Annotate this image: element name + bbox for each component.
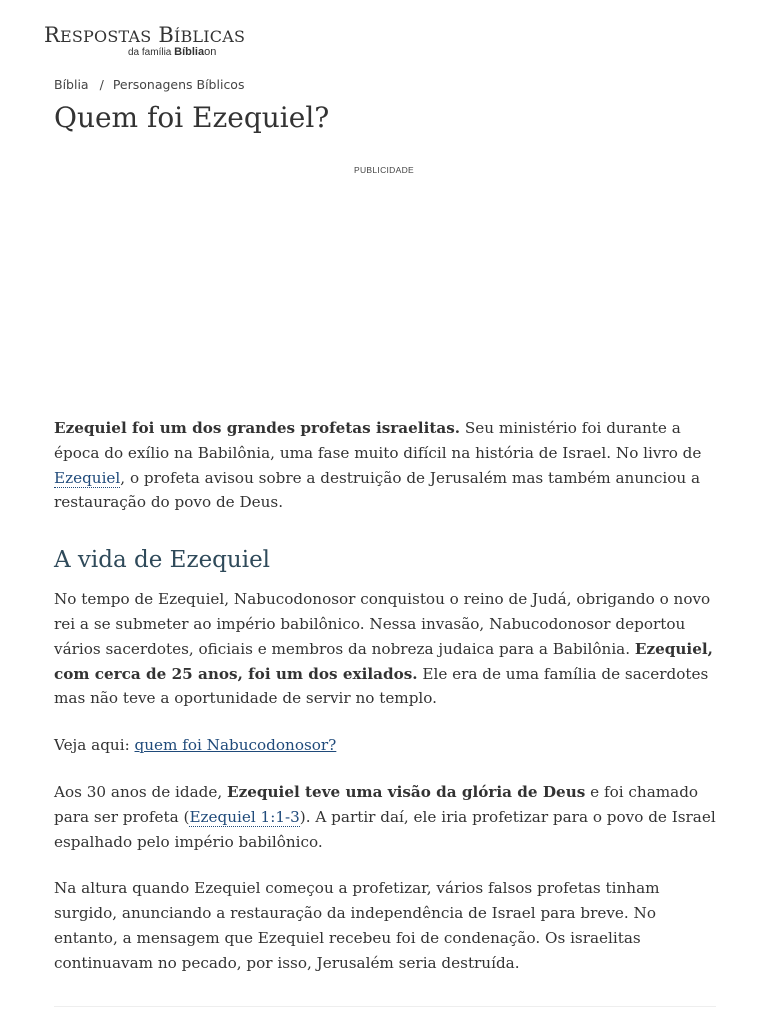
logo-sub-suffix: on — [204, 46, 217, 58]
intro-text-2: , o profeta avisou sobre a destruição de Jerusalém mas também anunciou a restauração do povo de Deus. — [54, 468, 701, 512]
breadcrumb — [54, 76, 244, 94]
site-logo[interactable] — [44, 22, 244, 62]
p4-bold: Ezequiel teve uma visão da glória de Deus — [227, 782, 586, 801]
article-body — [54, 416, 716, 976]
breadcrumb-separator: / — [99, 77, 104, 92]
link-ezequiel-1-1-3[interactable]: Ezequiel 1:1-3 — [189, 807, 300, 826]
logo-word-2: ÍBLICAS — [173, 27, 246, 46]
article-paragraph-5 — [54, 876, 716, 975]
breadcrumb-item-biblia[interactable]: Bíblia — [54, 77, 89, 92]
logo-sub-brand: Bíblia — [174, 46, 205, 58]
p4-text-3: ). A partir daí, ele iria profetizar para o povo de Israel espalhado pelo império babilônico. — [54, 807, 716, 851]
p3-text-1: Veja aqui: — [54, 736, 135, 755]
divider — [54, 1006, 716, 1007]
logo-word-1: ESPOSTAS — [60, 27, 152, 46]
ad-space — [54, 180, 714, 400]
p2-text-2: Ele era de uma família de sacerdotes mas não teve a oportunidade de servir no templo. — [54, 664, 709, 708]
p4-text-1: Aos 30 anos de idade, — [54, 782, 228, 801]
p5-text-1: Na altura quando Ezequiel começou a profetizar, vários falsos profetas tinham surgido, anunciando a restauração da independência de Israel para breve. No entanto, a mensagem que Ezequiel recebeu foi de condenação. Os israelitas continuavam no pecado, por isso, Jerusalém seria destruída. — [54, 879, 660, 972]
p4-text-2: e foi chamado para ser profeta ( — [54, 782, 699, 826]
article-paragraph-3 — [54, 733, 716, 758]
article-paragraph-intro — [54, 416, 716, 515]
article-paragraph-2 — [54, 587, 716, 711]
logo-subtitle — [128, 46, 216, 59]
p2-text-1: No tempo de Ezequiel, Nabucodonosor conquistou o reino de Judá, obrigando o novo rei a se submeter ao império babilônico. Nessa invasão, Nabucodonosor deportou vários sacerdotes, oficiais e membros da nobreza judaica para a Babilônia. — [54, 590, 711, 658]
breadcrumb-item-personagens[interactable]: Personagens Bíblicos — [112, 77, 245, 92]
intro-bold: Ezequiel foi um dos grandes profetas israelitas. — [54, 419, 461, 437]
page-title: Quem foi Ezequiel? — [54, 101, 330, 134]
link-ezequiel-book[interactable]: Ezequiel — [54, 468, 121, 487]
logo-initial-2: B — [158, 23, 174, 47]
logo-initial-1: R — [44, 23, 61, 47]
intro-text-1: Seu ministério foi durante a época do exílio na Babilônia, uma fase muito difícil na história de Israel. No livro de — [54, 419, 702, 462]
logo-sub-prefix: da família — [128, 47, 175, 58]
article-paragraph-4 — [54, 780, 716, 854]
section-title-vida: A vida de Ezequiel — [54, 547, 271, 574]
link-nabucodonosor[interactable]: quem foi Nabucodonosor? — [134, 736, 337, 755]
ad-label: PUBLICIDADE — [354, 165, 414, 175]
p2-bold: Ezequiel, com cerca de 25 anos, foi um dos exilados. — [54, 639, 713, 683]
